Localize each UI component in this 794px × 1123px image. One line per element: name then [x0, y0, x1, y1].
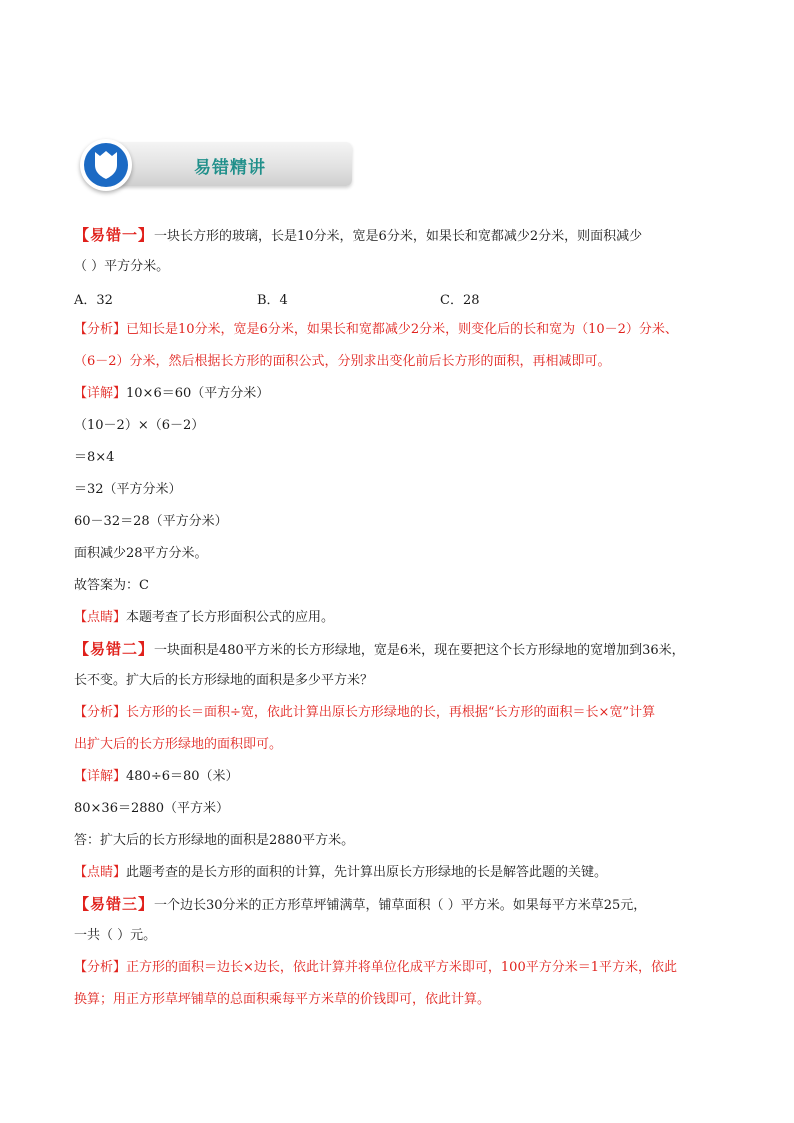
q3-text-2: 一共（ ）元。: [74, 928, 157, 943]
q3-analysis-1: 正方形的面积＝边长×边长，依此计算并将单位化成平方米即可，100平方分米＝1平方米，依此: [126, 960, 677, 975]
q1-label: 【易错一】: [74, 226, 155, 244]
q1-text-1: 一块长方形的玻璃，长是10分米，宽是6分米，如果长和宽都减少2分米，则面积减少: [154, 229, 643, 244]
q1-comment-text: 本题考查了长方形面积公式的应用。: [126, 610, 335, 625]
q1-detail-label: 【详解】: [74, 386, 127, 401]
q2-analysis-2: 出扩大后的长方形绿地的面积即可。: [74, 737, 283, 752]
q2-question: [74, 640, 685, 660]
q1-step-3: ＝8×4: [74, 450, 115, 465]
q1-option-a: A．32: [74, 293, 113, 308]
q1-detail: [74, 385, 269, 403]
q2-detail-label: 【详解】: [74, 769, 127, 784]
q1-option-b: B．4: [257, 293, 288, 308]
section-banner: [80, 141, 352, 191]
section-title: 易错精讲: [194, 158, 266, 178]
q1-step-2: （10－2）×（6－2）: [74, 418, 205, 433]
q2-analysis-1: 长方形的长＝面积÷宽，依此计算出原长方形绿地的长，再根据“长方形的面积＝长×宽”计算: [126, 705, 656, 720]
q2-label: 【易错二】: [74, 640, 155, 658]
q2-detail: [74, 768, 239, 786]
q2-comment-text: 此题考查的是长方形的面积的计算，先计算出原长方形绿地的长是解答此题的关键。: [126, 865, 608, 880]
q2-step-3: 答：扩大后的长方形绿地的面积是2880平方米。: [74, 833, 355, 848]
q2-comment-label: 【点睛】: [74, 865, 127, 880]
q1-text-2: （ ）平方分米。: [74, 259, 170, 274]
q3-analysis-label: 【分析】: [74, 960, 127, 975]
q2-detail-1: 480÷6＝80（米）: [126, 769, 239, 784]
q1-comment-label: 【点睛】: [74, 610, 127, 625]
q1-step-4: ＝32（平方分米）: [74, 482, 182, 497]
q3-analysis-2: 换算；用正方形草坪铺草的总面积乘每平方米草的价钱即可，依此计算。: [74, 992, 491, 1007]
q1-option-c: C．28: [440, 293, 480, 308]
q2-text-1: 一块面积是480平方米的长方形绿地，宽是6米，现在要把这个长方形绿地的宽增加到36米，: [154, 643, 685, 658]
q1-analysis: [74, 321, 678, 339]
shield-icon: [91, 149, 121, 181]
q3-text-1: 一个边长30分米的正方形草坪铺满草，铺草面积（ ）平方米。如果每平方米草25元，: [154, 898, 647, 913]
q2-step-2: 80×36＝2880（平方米）: [74, 801, 230, 816]
q2-analysis: [74, 704, 655, 722]
q1-question: [74, 226, 642, 246]
q2-text-2: 长不变。扩大后的长方形绿地的面积是多少平方米？: [74, 673, 374, 688]
q1-answer: 故答案为：C: [74, 578, 149, 593]
q3-analysis: [74, 959, 677, 977]
q1-step-5: 60－32＝28（平方分米）: [74, 514, 228, 529]
q2-comment: [74, 864, 607, 882]
q2-analysis-label: 【分析】: [74, 705, 127, 720]
q1-step-6: 面积减少28平方分米。: [74, 546, 208, 561]
shield-badge-icon: [80, 139, 132, 191]
q1-comment: [74, 609, 334, 627]
q1-detail-1: 10×6＝60（平方分米）: [126, 386, 270, 401]
q1-analysis-2: （6－2）分米，然后根据长方形的面积公式，分别求出变化前后长方形的面积，再相减即可。: [74, 354, 611, 369]
q1-analysis-label: 【分析】: [74, 322, 127, 337]
q1-analysis-1: 已知长是10分米，宽是6分米，如果长和宽都减少2分米，则变化后的长和宽为（10－2）分米、: [126, 322, 678, 337]
q3-label: 【易错三】: [74, 895, 155, 913]
q3-question: [74, 895, 646, 915]
